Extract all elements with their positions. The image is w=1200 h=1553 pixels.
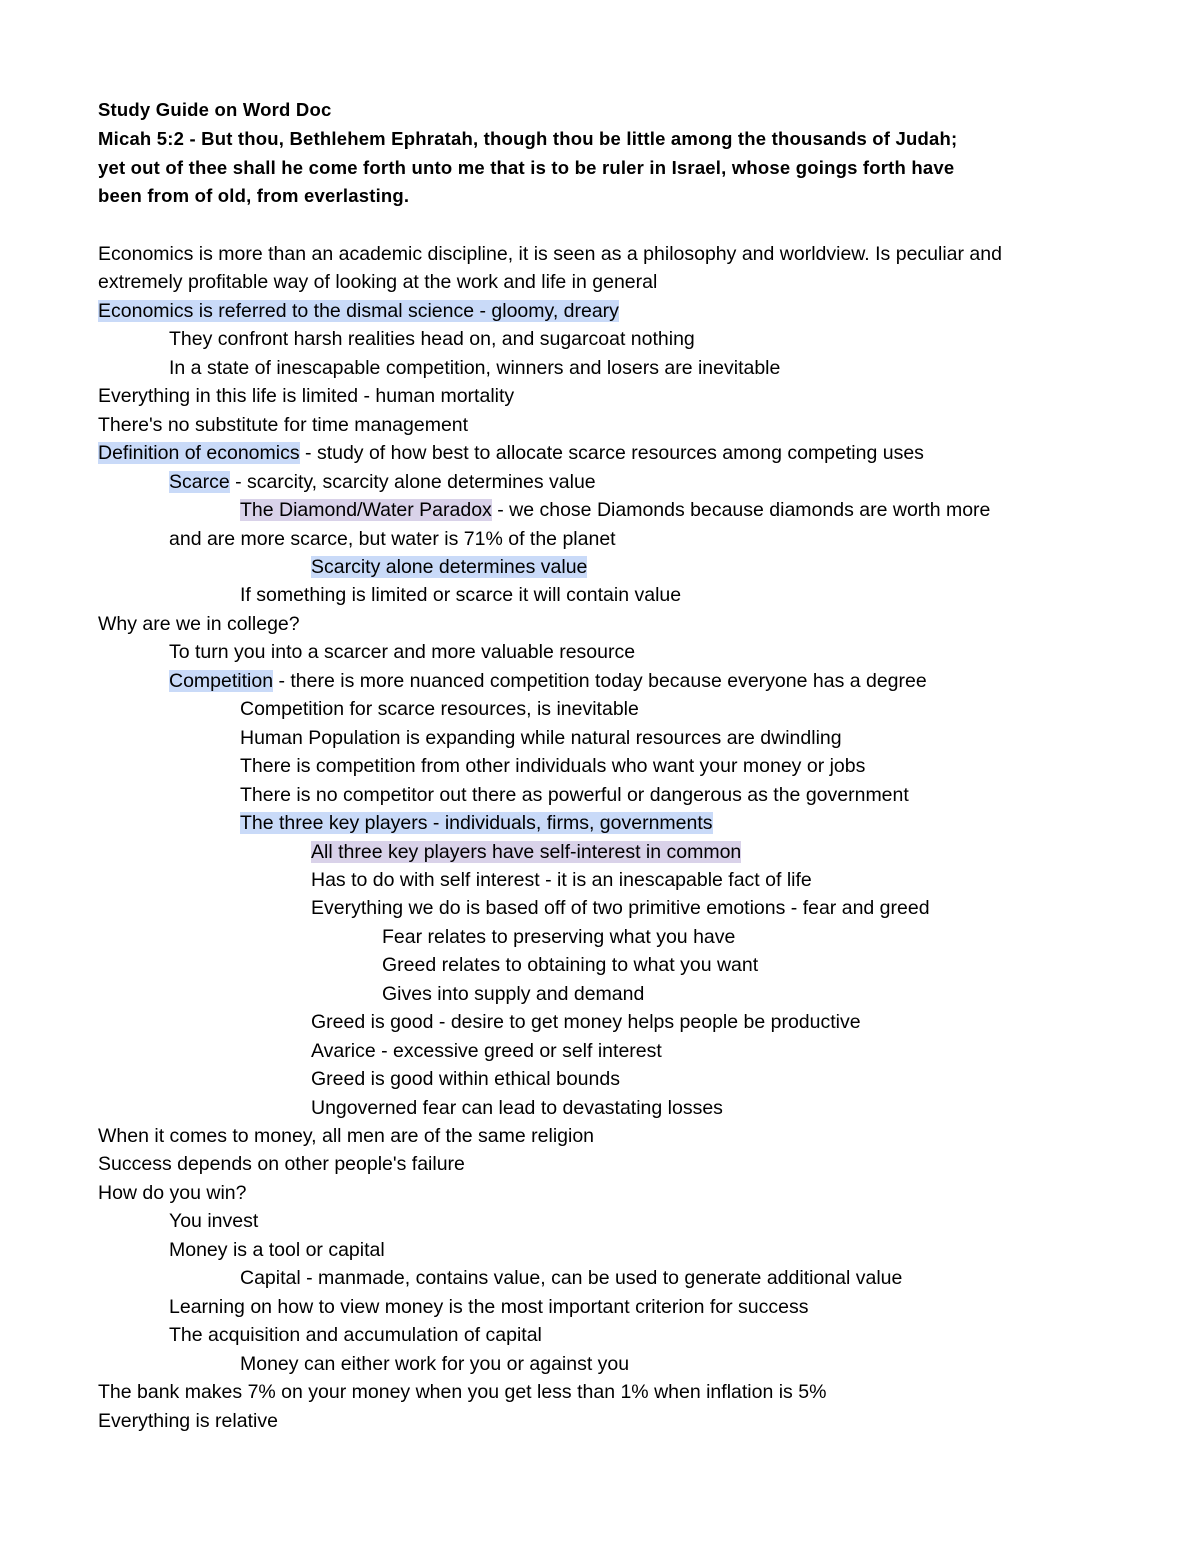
note-text: There's no substitute for time management <box>98 413 469 436</box>
note-line <box>98 1065 1108 1093</box>
note-line <box>98 439 1108 467</box>
note-text: There is no competitor out there as powerful or dangerous as the government <box>240 783 909 806</box>
note-text: Everything we do is based off of two primitive emotions - fear and greed <box>311 897 930 920</box>
note-text: Has to do with self interest - it is an inescapable fact of life <box>311 868 812 891</box>
document-title: Study Guide on Word Doc <box>98 99 332 120</box>
note-text: Competition for scarce resources, is inevitable <box>240 698 639 721</box>
note-line <box>98 610 1108 638</box>
note-text: Economics is more than an academic discipline, it is seen as a philosophy and worldview. Is peculiar and <box>98 242 1002 265</box>
note-line <box>98 268 1108 296</box>
note-line <box>98 553 1108 581</box>
note-text: - scarcity, scarcity alone determines value <box>229 470 596 493</box>
note-line <box>98 581 1108 609</box>
note-text: Capital - manmade, contains value, can be used to generate additional value <box>240 1267 903 1290</box>
verse-line: yet out of thee shall he come forth unto me that is to be ruler in Israel, whose goings forth have <box>98 156 955 178</box>
note-line <box>98 1207 1108 1235</box>
highlighted-term: Scarce <box>169 470 230 493</box>
note-line <box>98 496 1108 524</box>
note-line <box>98 809 1108 837</box>
note-line <box>98 1378 1108 1406</box>
note-line <box>98 1264 1108 1292</box>
note-line <box>98 1321 1108 1349</box>
note-line <box>98 866 1108 894</box>
note-text: If something is limited or scarce it will contain value <box>240 584 682 607</box>
note-text: Everything is relative <box>98 1409 278 1432</box>
note-line <box>98 354 1108 382</box>
note-line <box>98 1150 1108 1178</box>
note-text: Learning on how to view money is the most important criterion for success <box>169 1295 809 1318</box>
highlighted-term: The Diamond/Water Paradox <box>240 499 492 522</box>
note-text: Everything in this life is limited - human mortality <box>98 385 515 408</box>
note-text: To turn you into a scarcer and more valuable resource <box>169 641 636 664</box>
note-text: extremely profitable way of looking at the work and life in general <box>98 271 658 294</box>
note-line <box>98 1179 1108 1207</box>
note-line <box>98 525 1108 553</box>
note-text: - we chose Diamonds because diamonds are worth more <box>491 499 991 522</box>
note-text: They confront harsh realities head on, and sugarcoat nothing <box>169 328 695 351</box>
note-line <box>98 1094 1108 1122</box>
note-line <box>98 724 1108 752</box>
note-line <box>98 1407 1108 1435</box>
note-text: - study of how best to allocate scarce resources among competing uses <box>299 442 924 465</box>
note-line <box>98 1122 1108 1150</box>
note-text: You invest <box>169 1210 259 1233</box>
note-text: - there is more nuanced competition today because everyone has a degree <box>273 669 927 692</box>
note-line <box>98 980 1108 1008</box>
note-line <box>98 923 1108 951</box>
note-text: In a state of inescapable competition, winners and losers are inevitable <box>169 356 781 379</box>
note-line <box>98 1236 1108 1264</box>
note-text: Gives into supply and demand <box>382 982 645 1005</box>
note-line <box>98 667 1108 695</box>
highlighted-term: Scarcity alone determines value <box>311 555 588 578</box>
note-text: Success depends on other people's failure <box>98 1153 465 1176</box>
note-line <box>98 752 1108 780</box>
note-line <box>98 411 1108 439</box>
note-line <box>98 1350 1108 1378</box>
note-line <box>98 382 1108 410</box>
highlighted-term: All three key players have self-interest in common <box>311 840 742 863</box>
blank-line <box>98 211 1108 240</box>
note-text: Human Population is expanding while natural resources are dwindling <box>240 726 842 749</box>
highlighted-term: Definition of economics <box>98 442 300 465</box>
note-text: Greed is good within ethical bounds <box>311 1068 620 1091</box>
note-line <box>98 240 1108 268</box>
note-line <box>98 1008 1108 1036</box>
note-line <box>98 894 1108 922</box>
verse-line: been from of old, from everlasting. <box>98 185 410 207</box>
note-text: Ungoverned fear can lead to devastating losses <box>311 1096 723 1119</box>
note-line <box>98 468 1108 496</box>
note-text: Money can either work for you or against you <box>240 1352 630 1375</box>
highlighted-term: Economics is referred to the dismal science - gloomy, dreary <box>98 299 619 322</box>
note-text: and are more scarce, but water is 71% of the planet <box>169 527 616 550</box>
note-line <box>98 1293 1108 1321</box>
note-text: Fear relates to preserving what you have <box>382 925 736 948</box>
document-page <box>98 96 1108 1435</box>
note-line <box>98 695 1108 723</box>
note-text: Why are we in college? <box>98 612 300 635</box>
note-text: The bank makes 7% on your money when you get less than 1% when inflation is 5% <box>98 1381 827 1404</box>
note-text: Avarice - excessive greed or self interest <box>311 1039 662 1062</box>
note-line <box>98 781 1108 809</box>
note-line <box>98 838 1108 866</box>
note-text: Greed relates to obtaining to what you want <box>382 954 759 977</box>
note-text: How do you win? <box>98 1181 247 1204</box>
note-text: There is competition from other individuals who want your money or jobs <box>240 755 866 778</box>
note-text: Greed is good - desire to get money helps people be productive <box>311 1011 861 1034</box>
note-line <box>98 638 1108 666</box>
highlighted-term: Competition <box>169 669 274 692</box>
highlighted-term: The three key players - individuals, firms, governments <box>240 812 713 835</box>
note-text: The acquisition and accumulation of capital <box>169 1324 542 1347</box>
note-text: Money is a tool or capital <box>169 1238 385 1261</box>
note-line <box>98 1037 1108 1065</box>
verse-line: Micah 5:2 - But thou, Bethlehem Ephratah, though thou be little among the thousands of Judah; <box>98 127 958 149</box>
note-line <box>98 951 1108 979</box>
note-line <box>98 297 1108 325</box>
notes-body <box>98 240 1108 1435</box>
note-text: When it comes to money, all men are of the same religion <box>98 1125 595 1148</box>
note-line <box>98 325 1108 353</box>
